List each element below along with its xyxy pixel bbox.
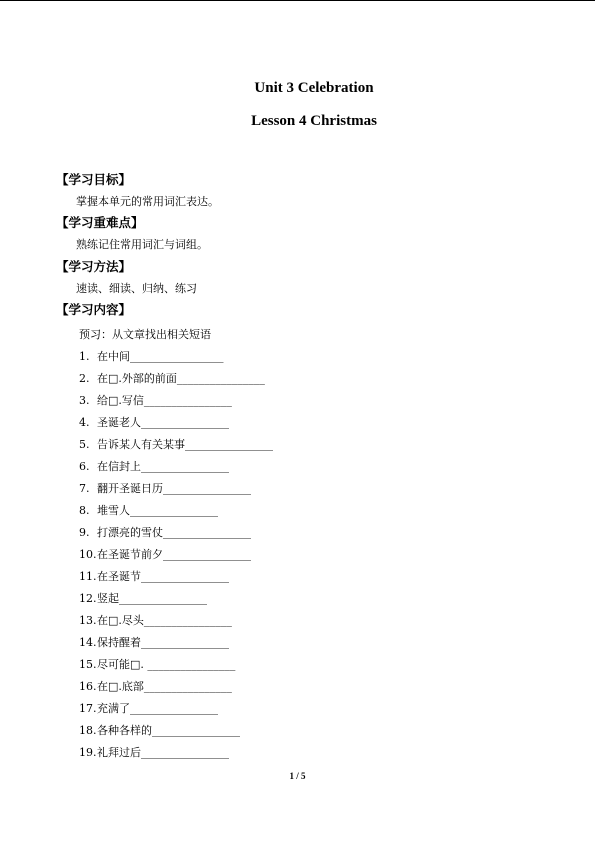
item-text: 在□.尽头________________: [97, 614, 232, 627]
list-item: [79, 724, 240, 738]
item-number: 10.: [79, 548, 97, 561]
list-item: [79, 482, 251, 496]
item-text: 尽可能□. ________________: [97, 658, 236, 671]
list-item: [79, 570, 229, 584]
item-text: 圣诞老人________________: [97, 416, 229, 429]
list-item: [79, 746, 229, 760]
list-item: [79, 548, 251, 562]
list-item: [79, 416, 229, 430]
item-text: 堆雪人________________: [97, 504, 218, 517]
item-text: 竖起________________: [97, 592, 207, 605]
section-body-methods: 速读、细读、归纳、练习: [76, 282, 197, 295]
item-number: 3.: [79, 394, 90, 407]
section-heading-goals: 【学习目标】: [56, 172, 132, 187]
list-item: [79, 614, 232, 628]
section-body-content: 预习：从文章找出相关短语: [79, 328, 211, 341]
list-item: [79, 372, 265, 386]
section-body-key-points: 熟练记住常用词汇与词组。: [76, 238, 208, 251]
item-text: 保持醒着________________: [97, 636, 229, 649]
list-item: [79, 504, 218, 518]
list-item: [79, 350, 224, 364]
item-text: 在圣诞节________________: [97, 570, 229, 583]
item-text: 礼拜过后________________: [97, 746, 229, 759]
section-body-goals: 掌握本单元的常用词汇表达。: [76, 195, 219, 208]
item-text: 各种各样的________________: [97, 724, 240, 737]
item-number: 8.: [79, 504, 90, 517]
item-text: 在□.外部的前面________________: [97, 372, 265, 385]
list-item: [79, 680, 232, 694]
list-item: [79, 702, 218, 716]
section-heading-content: 【学习内容】: [56, 302, 132, 317]
item-number: 4.: [79, 416, 90, 429]
item-number: 16.: [79, 680, 97, 693]
item-number: 15.: [79, 658, 97, 671]
document-title: Unit 3 Celebration: [254, 80, 374, 96]
item-text: 给□.写信________________: [97, 394, 232, 407]
section-heading-key-points: 【学习重难点】: [56, 215, 144, 230]
top-rule: [0, 0, 595, 1]
item-number: 7.: [79, 482, 90, 495]
item-number: 19.: [79, 746, 97, 759]
item-number: 2.: [79, 372, 90, 385]
list-item: [79, 636, 229, 650]
list-item: [79, 460, 229, 474]
list-item: [79, 526, 251, 540]
item-text: 在信封上________________: [97, 460, 229, 473]
document-subtitle: Lesson 4 Christmas: [251, 113, 377, 129]
list-item: [79, 658, 235, 672]
item-text: 翻开圣诞日历________________: [97, 482, 251, 495]
list-item: [79, 438, 273, 452]
item-text: 在中间_________________: [97, 350, 224, 363]
section-heading-methods: 【学习方法】: [56, 259, 132, 274]
item-text: 在□.底部________________: [97, 680, 232, 693]
item-number: 14.: [79, 636, 97, 649]
item-number: 12.: [79, 592, 97, 605]
list-item: [79, 592, 207, 606]
item-number: 9.: [79, 526, 90, 539]
page-number: 1 / 5: [289, 771, 306, 781]
item-text: 打漂亮的雪仗________________: [97, 526, 251, 539]
item-text: 充满了________________: [97, 702, 218, 715]
item-number: 5.: [79, 438, 90, 451]
list-item: [79, 394, 232, 408]
item-number: 17.: [79, 702, 97, 715]
item-number: 11.: [79, 570, 97, 583]
item-number: 6.: [79, 460, 90, 473]
item-text: 在圣诞节前夕________________: [97, 548, 251, 561]
item-number: 1.: [79, 350, 90, 363]
item-number: 13.: [79, 614, 97, 627]
item-number: 18.: [79, 724, 97, 737]
item-text: 告诉某人有关某事________________: [97, 438, 273, 451]
